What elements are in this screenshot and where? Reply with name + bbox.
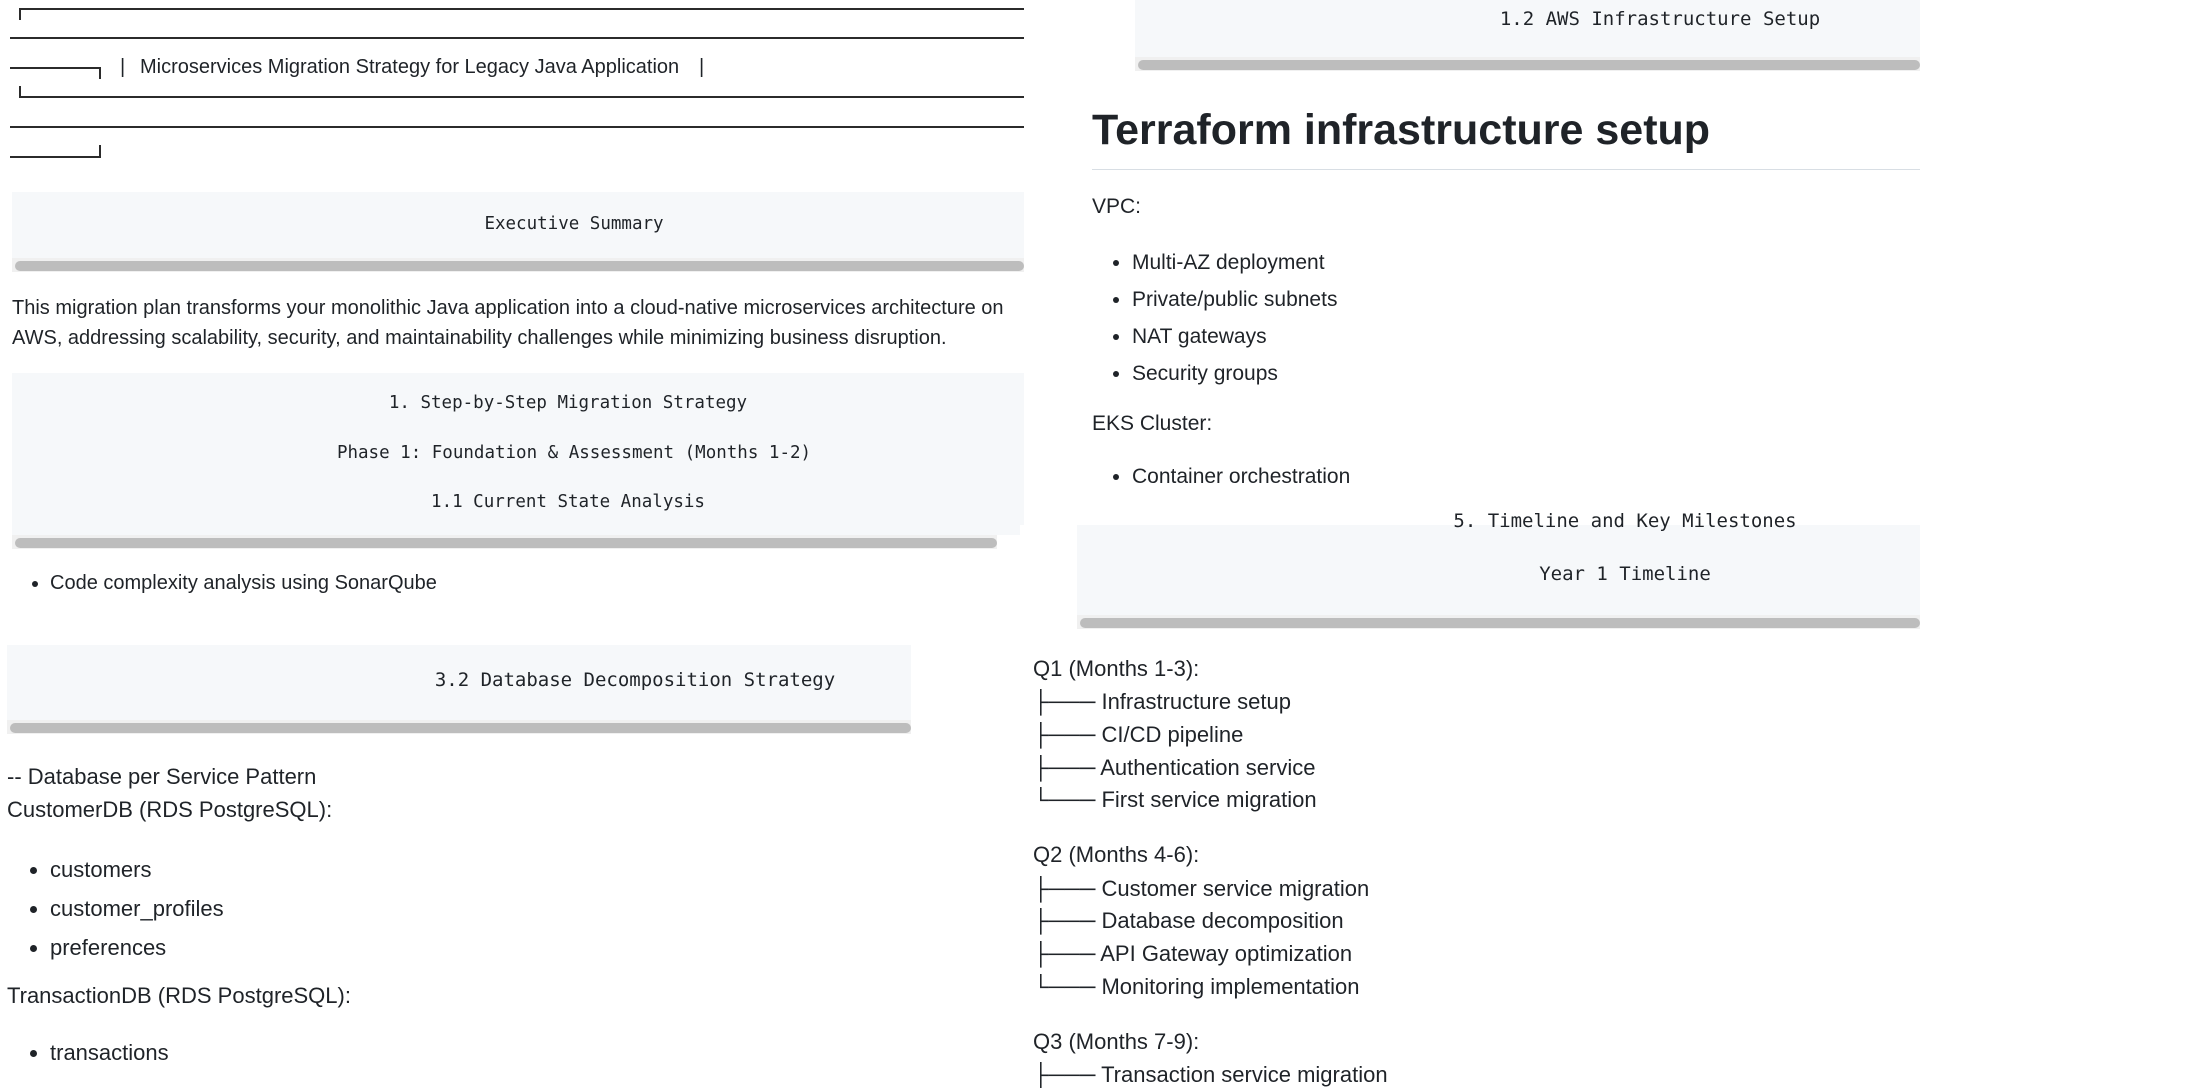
q2-item-1: ├─── Customer service migration (1033, 876, 1370, 901)
list-item: • Security groups (1132, 355, 1337, 392)
q1-item-1: ├─── Infrastructure setup (1033, 689, 1291, 714)
q3-label: Q3 (Months 7-9): (1033, 1029, 1200, 1054)
box-border-middle (19, 96, 1024, 98)
timeline-milestones-cut-heading: 5. Timeline and Key Milestones (1453, 510, 1797, 532)
paragraph-line-2: AWS, addressing scalability, security, and maintainability challenges while minimizing business disruption. (12, 327, 947, 349)
list-item: • Code complexity analysis using SonarQube (50, 572, 437, 595)
right-bottom-panel (1020, 510, 1920, 1087)
document-title: Microservices Migration Strategy for Legacy Java Application (140, 56, 680, 78)
migration-step-title: 1. Step-by-Step Migration Strategy (388, 393, 748, 413)
database-decomposition-block (7, 645, 911, 720)
customer-db-label: CustomerDB (RDS PostgreSQL): (7, 797, 333, 822)
aws-scrollbar[interactable] (1138, 60, 1920, 70)
paragraph-line-1: This migration plan transforms your monolithic Java application into a cloud-native microservices architecture on (12, 297, 1004, 319)
terraform-title-rule (1092, 169, 1920, 170)
box-corner-stub (99, 67, 101, 79)
q2-item-4: └─── Monitoring implementation (1033, 974, 1360, 999)
list-item: • NAT gateways (1132, 318, 1337, 355)
header-right-bar: | (699, 56, 705, 78)
left-panel (0, 0, 1030, 1080)
q1-label: Q1 (Months 1-3): (1033, 656, 1200, 681)
database-decomposition-heading: 3.2 Database Decomposition Strategy (434, 669, 836, 691)
executive-scrollbar[interactable] (15, 261, 1024, 271)
migration-scrollbar[interactable] (15, 538, 997, 548)
box-border-top (19, 8, 1024, 10)
timeline-scrollbar[interactable] (1080, 618, 1920, 628)
phase-1-title: Phase 1: Foundation & Assessment (Months 1-2) (336, 443, 812, 463)
customer-db-tables (10, 850, 224, 967)
list-item: • Multi-AZ deployment (1132, 244, 1337, 281)
list-item: • preferences (50, 928, 224, 967)
aws-infrastructure-heading: 1.2 AWS Infrastructure Setup (1499, 8, 1821, 30)
box-border-bottom-stub (10, 156, 100, 158)
migration-strategy-block (12, 373, 1024, 535)
q3-item-1: ├─── Transaction service migration (1033, 1062, 1388, 1087)
box-corner-bottom (99, 145, 101, 158)
box-border-bottom (10, 126, 1024, 128)
vpc-label: VPC: (1092, 195, 1142, 218)
timeline-block (1077, 510, 1920, 615)
q2-item-3: ├─── API Gateway optimization (1033, 941, 1353, 966)
q2-item-2: ├─── Database decomposition (1033, 908, 1344, 933)
eks-items (1092, 460, 1350, 494)
executive-summary-paragraph (12, 293, 1027, 353)
q1-item-4: └─── First service migration (1033, 787, 1317, 812)
right-top-panel (1078, 0, 1920, 525)
q2-label: Q2 (Months 4-6): (1033, 842, 1200, 867)
current-state-analysis-title: 1.1 Current State Analysis (431, 492, 705, 512)
database-scrollbar[interactable] (10, 723, 911, 733)
eks-cluster-label: EKS Cluster: (1092, 412, 1213, 435)
executive-summary-heading: Executive Summary (484, 214, 664, 234)
analysis-bullet-list (10, 572, 437, 595)
database-pattern-line: -- Database per Service Pattern (7, 764, 317, 789)
list-item: • customers (50, 850, 224, 889)
list-item: • transactions (50, 1036, 169, 1070)
executive-summary-block (12, 192, 1024, 258)
box-border-left-stub (10, 67, 100, 69)
vpc-items (1092, 244, 1337, 392)
list-item: • Container orchestration (1132, 460, 1350, 494)
list-item: • customer_profiles (50, 889, 224, 928)
header-left-bar: | (120, 56, 126, 78)
list-item: • Private/public subnets (1132, 281, 1337, 318)
transaction-db-tables (10, 1036, 169, 1070)
q1-item-3: ├─── Authentication service (1033, 755, 1316, 780)
aws-infrastructure-block (1135, 0, 1920, 57)
transaction-db-label: TransactionDB (RDS PostgreSQL): (7, 983, 351, 1008)
box-border-inner-top (10, 37, 1024, 39)
terraform-title: Terraform infrastructure setup (1092, 106, 1711, 154)
database-pattern-section (7, 760, 332, 826)
year-1-timeline-heading: Year 1 Timeline (1539, 563, 1711, 585)
q1-item-2: ├─── CI/CD pipeline (1033, 722, 1244, 747)
